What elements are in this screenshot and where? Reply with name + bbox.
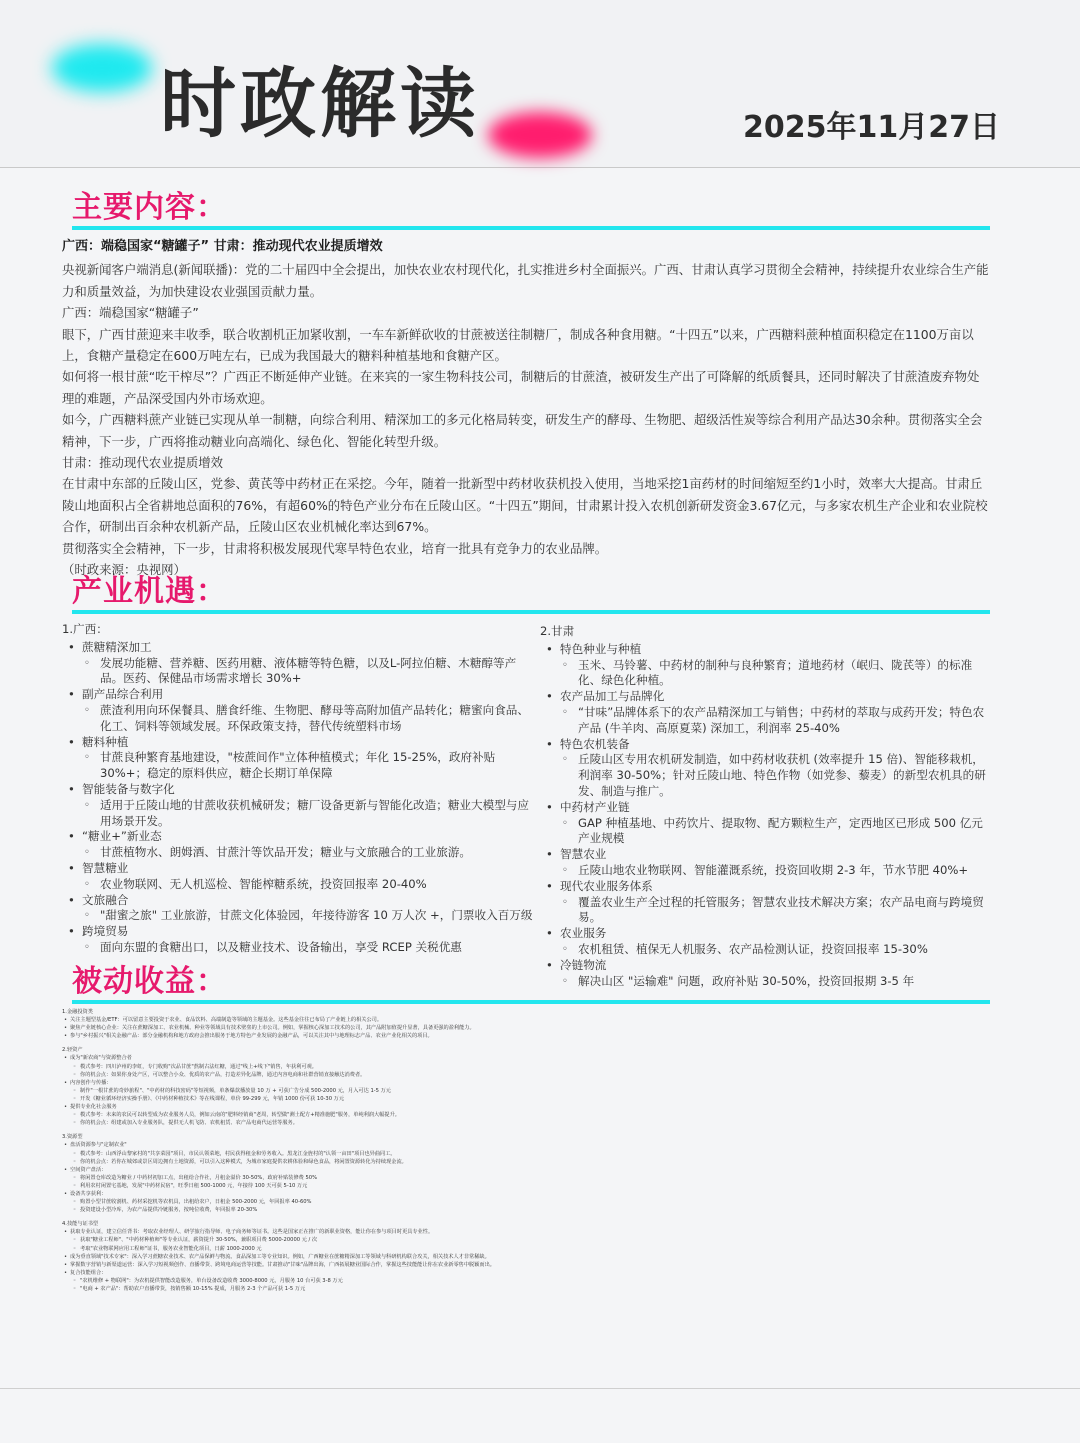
paragraph: 眼下，广西甘蔗迎来丰收季，联合收割机正加紧收割，一车车新鲜砍收的甘蔗被送往制糖厂，制成各种食用糖。“十四五”以来，广西糖料蔗种植面积稳定在1100万亩以上，食糖产量稳定在600万吨左右，已成为我国最大的糖料种植基地和食糖产区。 (62, 326, 974, 364)
paragraph-list (62, 259, 990, 580)
paragraph: 如何将一根甘蔗“吃干榨尽”？广西正不断延伸产业链。在来宾的一家生物科技公司，制糖后的甘蔗渣，被研发生产出了可降解的纸质餐具，还同时解决了甘蔗渣废弃物处理的难题，产品深受国内外市场欢迎。 (62, 369, 980, 406)
opportunity-detail: ◦ "甜蜜之旅" 工业旅游，甘蔗文化体验园，年接待游客 10 万人次 +，门票收入百万级 (62, 908, 536, 924)
opportunity-detail: ◦ 解决山区 "运输难" 问题，政府补贴 30-50%，投资回报期 3-5 年 (540, 974, 992, 990)
section-title: 主要内容： (72, 190, 227, 225)
opportunity-detail: ◦ 覆盖农业生产全过程的托管服务；智慧农业技术解决方案；农产品电商与跨境贸易。 (540, 895, 992, 927)
income-group (62, 1008, 992, 1040)
opportunity-detail: ◦ 适用于丘陵山地的甘蔗收获机械研发；糖厂设备更新与智能化改造；糖业大模型与应用场景开发。 (62, 798, 536, 830)
section-title: 产业机遇： (72, 574, 227, 609)
paragraph: 广西：端稳国家“糖罐子” (62, 305, 199, 321)
section-opportunities-header (72, 572, 990, 614)
opportunity-detail: ◦ 丘陵山区专用农机研发制造，如中药材收获机 (效率提升 15 倍)、智能移栽机，利润率 30-50%；针对丘陵山地、特色作物（如党参、藜麦）的新型农机具的研发、制造与推广。 (540, 752, 992, 799)
opportunity-item: • 现代农业服务体系 (540, 879, 992, 895)
opportunity-item: • 跨境贸易 (62, 924, 536, 940)
opportunity-detail: ◦ 甘蔗植物水、朗姆酒、甘蔗汁等饮品开发；糖业与文旅融合的工业旅游。 (62, 845, 536, 861)
opportunity-detail: ◦ “甘味”品牌体系下的农产品精深加工与销售；中药材的萃取与成药开发；特色农产品 (牛羊肉、高原夏菜) 深加工，利润率 25-40% (540, 705, 992, 737)
income-detail: ◦ 考取"农业物联网应用工程师"证书，服务农业智能化项目，日薪 1000-2000 元 (62, 1245, 992, 1253)
pink-decor-blob (488, 112, 592, 158)
income-item: • 关注主题型基金/ETF：可以留意主要投资于农业、食品饮料、高端制造等领域的主题基金。这些基金往往已布局了产业链上的相关公司。 (62, 1016, 992, 1024)
region-label: 1.广西： (62, 622, 108, 636)
income-detail: ◦ 购置小型甘蔗收割机、药材采挖机等农机具，出租给农户，日租金 500-2000 元，年回报率 40-60% (62, 1198, 992, 1206)
opportunity-detail: ◦ 蔗渣利用向环保餐具、膳食纤维、生物肥、酵母等高附加值产品转化；糖蜜向食品、化工、饲料等领域发展。环保政策支持，替代传统塑料市场 (62, 703, 536, 735)
income-item: • 成为"新农商"与资源整合者 (62, 1054, 992, 1062)
income-item: • 复合技能组合： (62, 1269, 992, 1277)
gansu-list (540, 642, 992, 990)
cyan-decor-blob (52, 44, 152, 92)
income-detail: ◦ 模式参考：山西浮山黎家村的"共享菜园"项目，市民认领菜地，村民获得租金和劳务收入。黑龙江金旌村的"认领一亩田"项目也异曲同工。 (62, 1150, 992, 1158)
section-divider (208, 610, 990, 614)
income-item: • 盘活资源参与"定制农业" (62, 1141, 992, 1149)
income-detail: ◦ 利用农村闲置宅基地，发展"中药材民宿"，旺季日租 500-1000 元，年接待 100 天可获 5-10 万元 (62, 1182, 992, 1190)
opportunity-item: • 中药材产业链 (540, 800, 992, 816)
section-main-content-header (72, 188, 990, 230)
income-detail: ◦ 模式参考：四川泸州的李虹，专门收购"次品甘蔗"熬制古法红糖，通过"线上+线下"销售，年获利可观。 (62, 1063, 992, 1071)
opportunity-item: • 智能装备与数字化 (62, 782, 536, 798)
income-item: • 内容创作与传播： (62, 1079, 992, 1087)
income-detail: ◦ 获取"糖业工程师"、"中药材种植师"等专业认证，薪资提升 30-50%，兼职项目费 5000-20000 元 / 次 (62, 1236, 992, 1244)
opportunity-detail: ◦ 丘陵山地农业物联网、智能灌溉系统，投资回收期 2-3 年，节水节肥 40%+ (540, 863, 992, 879)
opportunity-item: • 蔗糖精深加工 (62, 640, 536, 656)
opportunity-item: • 冷链物流 (540, 958, 992, 974)
gansu-column (540, 624, 992, 989)
paragraph: （时政来源：央视网） (62, 562, 186, 578)
opportunity-item: • 智慧糖业 (62, 861, 536, 877)
opportunity-detail: ◦ 面向东盟的食糖出口，以及糖业技术、设备输出，享受 RCEP 关税优惠 (62, 940, 536, 956)
income-group-list (62, 1228, 992, 1293)
income-item: • 掌握数字营销与新渠道运营：深入学习短视频创作、直播带货、跨境电商运营等技能。甘肃推动"甘味"品牌出海，广西拓展糖业国际合作，掌握这些技能能让你在农业新零售中脱颖而出。 (62, 1261, 992, 1269)
income-group-list (62, 1054, 992, 1127)
guangxi-column (62, 622, 536, 956)
income-group-title: 1.金融投资类 (62, 1009, 93, 1015)
date-label: 2025年11月27日 (743, 110, 1000, 145)
income-detail: ◦ "农机维修 + 物联网"：为农机提供智能改造服务，单台设备改造收费 3000-8000 元，月服务 10 台可获 3-8 万元 (62, 1277, 992, 1285)
opportunity-item: • 文旅融合 (62, 893, 536, 909)
income-item: • 聚焦产业链核心企业：关注在蔗糖深加工、农业机械、种业等领域具有技术壁垒的上市公司。例如，掌握核心深加工技术的公司，其产品附加值提升显著，具备更强的盈利能力。 (62, 1024, 992, 1032)
income-group (62, 1046, 992, 1127)
income-item: • 设备共享获利： (62, 1190, 992, 1198)
income-detail: ◦ 开发《糖业循环经济实操手册》、《中药材种植技术》等在线课程，单价 99-299 元，年销 1000 份可获 10-30 万元 (62, 1095, 992, 1103)
income-group-title: 3.资源型 (62, 1134, 83, 1141)
income-group (62, 1133, 992, 1214)
income-detail: ◦ 你的机会点：如果你身处产区，可以整合小众、优质的农产品，打造差异化品牌，通过内容电商和社群营销直接触达消费者。 (62, 1071, 992, 1079)
paragraph: 在甘肃中东部的丘陵山区，党参、黄芪等中药材正在采挖。今年，随着一批新型中药材收获机投入使用，当地采挖1亩药材的时间缩短至约1小时，效率大大提高。甘肃丘陵山地面积占全省耕地总面积的76%，有超60%的特色产业分布在丘陵山区。“十四五”期间，甘肃累计投入农机创新研发资金3.67亿元，与多家农机生产企业和农业院校合作，研制出百余种农机新产品，丘陵山区农业机械化率达到67%。 (62, 476, 988, 535)
opportunity-item: • 农产品加工与品牌化 (540, 689, 992, 705)
footer-divider (0, 1388, 1080, 1389)
income-detail: ◦ "电商 + 农产品"：帮助农户直播带货，按销售额 10-15% 提成，月服务 2-3 个产品可获 1-5 万元 (62, 1285, 992, 1293)
paragraph: 央视新闻客户端消息(新闻联播)：党的二十届四中全会提出，加快农业农村现代化，扎实推进乡村全面振兴。广西、甘肃认真学习贯彻全会精神，持续提升农业综合生产能力和质量效益，为加快建设农业强国贡献力量。 (62, 262, 989, 299)
opportunity-detail: ◦ 农业物联网、无人机巡检、智能榨糖系统，投资回报率 20-40% (62, 877, 536, 893)
opportunity-item: • 糖料种植 (62, 735, 536, 751)
section-underline (72, 1000, 208, 1004)
section-underline (72, 610, 208, 614)
income-detail: ◦ 你的机会点：组建或加入专业服务队，提供无人机飞防、农机租赁、农产品电商代运营等服务。 (62, 1119, 992, 1127)
opportunity-detail: ◦ 农机租赁、植保无人机服务、农产品检测认证，投资回报率 15-30% (540, 942, 992, 958)
opportunity-detail: ◦ 发展功能糖、营养糖、医药用糖、液体糖等特色糖，以及L-阿拉伯糖、木糖醇等产品。医药、保健品市场需求增长 30%+ (62, 656, 536, 688)
opportunity-item: • 智慧农业 (540, 847, 992, 863)
page-title: 时政解读 (160, 59, 480, 148)
income-item: • 成为垂直领域"技术专家"：深入学习蔗糖农业技术、农产品保鲜与物流、食品深加工等专业知识。例如，广西糖业在蔗糖精深加工等领域与科研机构联合攻关，相关技术人才非常稀缺。 (62, 1253, 992, 1261)
section-title: 被动收益： (72, 964, 227, 999)
section-underline (72, 226, 208, 230)
region-label: 2.甘肃 (540, 624, 575, 638)
opportunity-item: • 农业服务 (540, 926, 992, 942)
income-item: • 获取专业认证，建立信任背书：考取农业经理人、研学旅行指导师、电子商务师等证书。这些是国家正在推广的新职业资格，能让你在参与项目时更具专业性。 (62, 1228, 992, 1236)
income-detail: ◦ 模式参考：未来的农民可以转型成为农业服务人员，例如云南的"肥料经销商"老周，转型做"测土配方+精准施肥"服务，单纯利润大幅提升。 (62, 1111, 992, 1119)
guangxi-list (62, 640, 536, 956)
opportunity-item: • 副产品综合利用 (62, 687, 536, 703)
headline: 广西：端稳国家“糖罐子” 甘肃：推动现代农业提质增效 (62, 239, 383, 254)
header (0, 0, 1080, 168)
income-detail: ◦ 你的机会点：若你在城郊或景区周边拥有土地资源，可以引入这种模式，为城市家庭提供农耕体验和绿色食品，将闲置资源转化为持续现金流。 (62, 1158, 992, 1166)
income-group (62, 1220, 992, 1293)
income-item: • 提供专业化社会服务 (62, 1103, 992, 1111)
section-divider (208, 226, 990, 230)
paragraph: 甘肃：推动现代农业提质增效 (62, 455, 224, 471)
section-divider (208, 1000, 990, 1004)
passive-income-body (62, 1008, 992, 1299)
opportunity-item: • 特色农机装备 (540, 737, 992, 753)
income-group-title: 4.技能与证书型 (62, 1221, 99, 1228)
section-passive-income-header (72, 962, 990, 1004)
opportunity-item: • “糖业+”新业态 (62, 829, 536, 845)
opportunity-detail: ◦ 玉米、马铃薯、中药材的制种与良种繁育；道地药材（岷归、陇芪等）的标准化、绿色化种植。 (540, 658, 992, 690)
paragraph: 如今，广西糖料蔗产业链已实现从单一制糖，向综合利用、精深加工的多元化格局转变，研发生产的酵母、生物肥、超级活性炭等综合利用产品达30余种。贯彻落实全会精神，下一步，广西将推动糖业向高端化、绿色化、智能化转型升级。 (62, 412, 983, 449)
income-group-list (62, 1141, 992, 1214)
income-detail: ◦ 将闲置仓库改造为糖业 / 中药材初加工点，出租给合作社，月租金溢价 30-50%，政府补贴装修费 50% (62, 1174, 992, 1182)
opportunity-detail: ◦ GAP 种植基地、中药饮片、提取物、配方颗粒生产，定西地区已形成 500 亿元产业规模 (540, 816, 992, 848)
main-content-body (62, 236, 990, 581)
income-group-title: 2.轻资产 (62, 1047, 83, 1054)
income-detail: ◦ 投资建设小型冷库，为农产品提供冷链服务，按吨位收费，年回报率 20-30% (62, 1206, 992, 1214)
income-item: • 空间资产盘活： (62, 1166, 992, 1174)
opportunity-item: • 特色种业与种植 (540, 642, 992, 658)
paragraph: 贯彻落实全会精神，下一步，甘肃将积极发展现代寒旱特色农业，培育一批具有竞争力的农业品牌。 (62, 540, 608, 556)
income-detail: ◦ 制作"一根甘蔗的奇妙旅程"、"中药材的科技密码"等短视频，单条爆款播放量 10 万 + 可获广告分成 500-2000 元，月入可达 1-5 万元 (62, 1087, 992, 1095)
income-item: • 参与"乡村振兴"相关金融产品：部分金融机构和地方政府会推出服务于地方特色产业发展的金融产品，可以关注其中与地理标志产品、农业产业化相关的项目。 (62, 1032, 992, 1040)
opportunity-detail: ◦ 甘蔗良种繁育基地建设，"桉蔗间作"立体种植模式；年化 15-25%，政府补贴 30%+；稳定的原料供应，糖企长期订单保障 (62, 750, 536, 782)
income-group-list (62, 1016, 992, 1040)
